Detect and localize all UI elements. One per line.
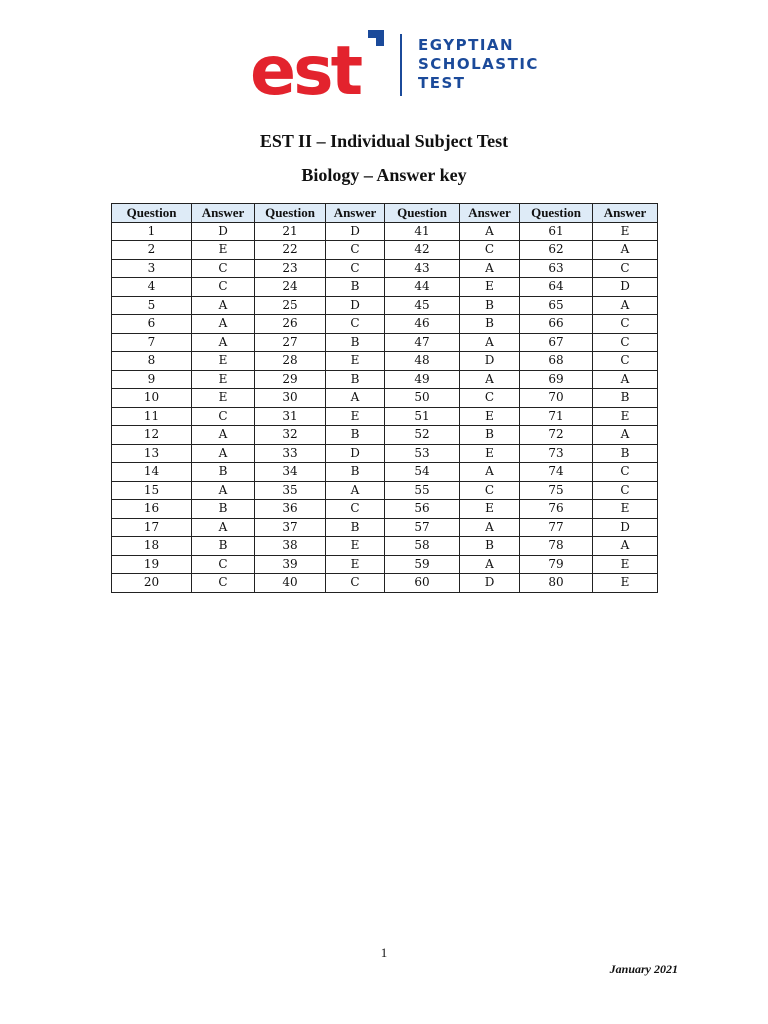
question-number-cell: 57: [385, 518, 460, 537]
table-row: [112, 370, 658, 389]
answer-cell: A: [192, 518, 255, 537]
answer-cell: E: [460, 444, 520, 463]
answer-cell: B: [192, 500, 255, 519]
question-number-cell: 18: [112, 537, 192, 556]
question-number-cell: 20: [112, 574, 192, 593]
table-row: [112, 407, 658, 426]
question-number-cell: 43: [385, 259, 460, 278]
question-number-cell: 34: [255, 463, 326, 482]
question-number-cell: 69: [520, 370, 593, 389]
answer-cell: D: [593, 278, 658, 297]
answer-cell: E: [460, 407, 520, 426]
answer-cell: C: [460, 389, 520, 408]
answer-cell: C: [326, 241, 385, 260]
question-number-cell: 74: [520, 463, 593, 482]
question-number-cell: 46: [385, 315, 460, 334]
question-number-cell: 50: [385, 389, 460, 408]
question-number-cell: 35: [255, 481, 326, 500]
question-number-cell: 13: [112, 444, 192, 463]
answer-cell: B: [192, 463, 255, 482]
question-number-cell: 38: [255, 537, 326, 556]
answer-cell: A: [593, 426, 658, 445]
answer-cell: C: [593, 259, 658, 278]
answer-cell: E: [192, 241, 255, 260]
question-number-cell: 39: [255, 555, 326, 574]
question-number-cell: 9: [112, 370, 192, 389]
table-row: [112, 333, 658, 352]
table-row: [112, 222, 658, 241]
question-number-cell: 73: [520, 444, 593, 463]
question-number-cell: 80: [520, 574, 593, 593]
question-number-cell: 61: [520, 222, 593, 241]
answer-cell: A: [192, 481, 255, 500]
answer-cell: A: [593, 296, 658, 315]
answer-cell: D: [593, 518, 658, 537]
answer-cell: A: [460, 259, 520, 278]
answer-cell: D: [326, 296, 385, 315]
question-number-cell: 40: [255, 574, 326, 593]
question-number-cell: 41: [385, 222, 460, 241]
table-row: [112, 278, 658, 297]
footer-date: January 2021: [609, 962, 678, 976]
question-number-cell: 67: [520, 333, 593, 352]
answer-cell: D: [326, 444, 385, 463]
question-number-cell: 4: [112, 278, 192, 297]
answer-cell: A: [460, 370, 520, 389]
answer-cell: A: [460, 518, 520, 537]
answer-cell: B: [326, 518, 385, 537]
answer-cell: E: [593, 222, 658, 241]
page-number: 1: [380, 945, 388, 960]
question-number-cell: 23: [255, 259, 326, 278]
answer-cell: E: [593, 500, 658, 519]
answer-cell: E: [326, 407, 385, 426]
table-row: [112, 537, 658, 556]
answer-cell: A: [460, 463, 520, 482]
answer-cell: E: [192, 352, 255, 371]
answer-cell: C: [326, 315, 385, 334]
question-number-cell: 17: [112, 518, 192, 537]
answer-cell: B: [593, 389, 658, 408]
question-number-cell: 14: [112, 463, 192, 482]
question-number-cell: 72: [520, 426, 593, 445]
table-row: [112, 241, 658, 260]
answer-cell: C: [460, 481, 520, 500]
question-number-cell: 8: [112, 352, 192, 371]
question-number-cell: 55: [385, 481, 460, 500]
answer-cell: B: [326, 278, 385, 297]
question-number-cell: 56: [385, 500, 460, 519]
answer-cell: C: [192, 259, 255, 278]
column-header: Question: [520, 204, 593, 223]
column-header: Answer: [460, 204, 520, 223]
answer-cell: D: [192, 222, 255, 241]
table-row: [112, 315, 658, 334]
answer-cell: A: [192, 333, 255, 352]
answer-cell: A: [192, 444, 255, 463]
answer-cell: B: [326, 426, 385, 445]
question-number-cell: 63: [520, 259, 593, 278]
org-name-line: SCHOLASTIC: [418, 55, 539, 73]
question-number-cell: 76: [520, 500, 593, 519]
column-header: Answer: [326, 204, 385, 223]
est-logo: [250, 26, 560, 102]
answer-cell: C: [593, 315, 658, 334]
question-number-cell: 32: [255, 426, 326, 445]
question-number-cell: 16: [112, 500, 192, 519]
answer-cell: A: [593, 370, 658, 389]
question-number-cell: 7: [112, 333, 192, 352]
question-number-cell: 28: [255, 352, 326, 371]
question-number-cell: 44: [385, 278, 460, 297]
question-number-cell: 26: [255, 315, 326, 334]
question-number-cell: 29: [255, 370, 326, 389]
question-number-cell: 5: [112, 296, 192, 315]
answer-cell: A: [593, 241, 658, 260]
column-header: Question: [255, 204, 326, 223]
question-number-cell: 22: [255, 241, 326, 260]
org-name-line: TEST: [418, 74, 466, 92]
question-number-cell: 58: [385, 537, 460, 556]
table-body: [112, 222, 658, 592]
answer-cell: B: [192, 537, 255, 556]
question-number-cell: 45: [385, 296, 460, 315]
question-number-cell: 47: [385, 333, 460, 352]
question-number-cell: 2: [112, 241, 192, 260]
table-row: [112, 463, 658, 482]
question-number-cell: 19: [112, 555, 192, 574]
question-number-cell: 62: [520, 241, 593, 260]
answer-key-table: [111, 203, 658, 593]
table-row: [112, 444, 658, 463]
answer-cell: C: [593, 352, 658, 371]
answer-cell: A: [460, 555, 520, 574]
answer-cell: C: [326, 500, 385, 519]
answer-cell: E: [593, 555, 658, 574]
answer-cell: C: [192, 278, 255, 297]
answer-cell: A: [460, 333, 520, 352]
answer-cell: B: [326, 333, 385, 352]
answer-cell: A: [192, 426, 255, 445]
logo-divider: [400, 34, 402, 96]
question-number-cell: 27: [255, 333, 326, 352]
table-row: [112, 426, 658, 445]
answer-cell: A: [192, 315, 255, 334]
question-number-cell: 53: [385, 444, 460, 463]
question-number-cell: 54: [385, 463, 460, 482]
answer-cell: B: [460, 426, 520, 445]
question-number-cell: 12: [112, 426, 192, 445]
answer-cell: C: [326, 259, 385, 278]
table-row: [112, 481, 658, 500]
column-header: Question: [112, 204, 192, 223]
answer-cell: B: [460, 296, 520, 315]
question-number-cell: 51: [385, 407, 460, 426]
question-number-cell: 11: [112, 407, 192, 426]
question-number-cell: 71: [520, 407, 593, 426]
question-number-cell: 77: [520, 518, 593, 537]
answer-cell: C: [326, 574, 385, 593]
table-row: [112, 259, 658, 278]
org-name-line: EGYPTIAN: [418, 36, 515, 54]
question-number-cell: 15: [112, 481, 192, 500]
question-number-cell: 42: [385, 241, 460, 260]
org-name: [418, 36, 539, 93]
answer-cell: E: [192, 389, 255, 408]
question-number-cell: 30: [255, 389, 326, 408]
document-title: EST II – Individual Subject Test: [259, 131, 509, 151]
answer-cell: E: [326, 537, 385, 556]
document-subtitle: Biology – Answer key: [301, 165, 467, 185]
question-number-cell: 6: [112, 315, 192, 334]
answer-cell: C: [192, 574, 255, 593]
answer-cell: A: [192, 296, 255, 315]
question-number-cell: 65: [520, 296, 593, 315]
question-number-cell: 52: [385, 426, 460, 445]
answer-cell: D: [460, 352, 520, 371]
table-row: [112, 500, 658, 519]
question-number-cell: 68: [520, 352, 593, 371]
question-number-cell: 24: [255, 278, 326, 297]
question-number-cell: 49: [385, 370, 460, 389]
table-row: [112, 389, 658, 408]
answer-cell: E: [326, 555, 385, 574]
question-number-cell: 10: [112, 389, 192, 408]
question-number-cell: 21: [255, 222, 326, 241]
answer-cell: D: [460, 574, 520, 593]
answer-cell: E: [593, 574, 658, 593]
column-header: Answer: [593, 204, 658, 223]
answer-cell: A: [460, 222, 520, 241]
answer-cell: B: [460, 537, 520, 556]
question-number-cell: 37: [255, 518, 326, 537]
answer-cell: B: [460, 315, 520, 334]
answer-cell: E: [326, 352, 385, 371]
question-number-cell: 66: [520, 315, 593, 334]
answer-cell: C: [192, 407, 255, 426]
answer-cell: E: [593, 407, 658, 426]
answer-cell: B: [326, 463, 385, 482]
est-logo-mark: [250, 26, 390, 102]
answer-cell: C: [593, 333, 658, 352]
question-number-cell: 1: [112, 222, 192, 241]
question-number-cell: 60: [385, 574, 460, 593]
answer-cell: C: [593, 481, 658, 500]
answer-cell: E: [460, 500, 520, 519]
question-number-cell: 36: [255, 500, 326, 519]
answer-cell: D: [326, 222, 385, 241]
table-row: [112, 296, 658, 315]
question-number-cell: 70: [520, 389, 593, 408]
column-header: Answer: [192, 204, 255, 223]
question-number-cell: 3: [112, 259, 192, 278]
answer-cell: C: [593, 463, 658, 482]
answer-cell: A: [326, 389, 385, 408]
table-row: [112, 555, 658, 574]
question-number-cell: 59: [385, 555, 460, 574]
answer-cell: B: [326, 370, 385, 389]
table-row: [112, 518, 658, 537]
answer-cell: C: [192, 555, 255, 574]
question-number-cell: 48: [385, 352, 460, 371]
column-header: Question: [385, 204, 460, 223]
question-number-cell: 75: [520, 481, 593, 500]
table-row: [112, 352, 658, 371]
table-row: [112, 574, 658, 593]
question-number-cell: 79: [520, 555, 593, 574]
answer-cell: A: [326, 481, 385, 500]
answer-cell: E: [460, 278, 520, 297]
question-number-cell: 78: [520, 537, 593, 556]
svg-text:est: est: [250, 32, 361, 102]
answer-cell: C: [460, 241, 520, 260]
question-number-cell: 25: [255, 296, 326, 315]
answer-cell: B: [593, 444, 658, 463]
question-number-cell: 64: [520, 278, 593, 297]
question-number-cell: 31: [255, 407, 326, 426]
answer-cell: E: [192, 370, 255, 389]
answer-cell: A: [593, 537, 658, 556]
question-number-cell: 33: [255, 444, 326, 463]
table-header-row: [112, 204, 658, 223]
